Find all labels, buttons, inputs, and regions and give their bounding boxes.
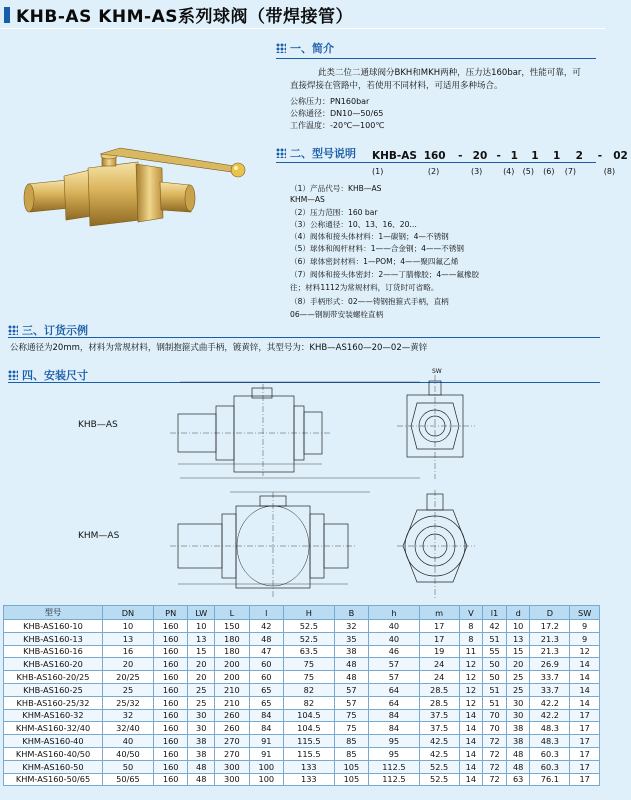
table-cell: KHM-AS160-32/40 xyxy=(4,722,103,735)
ball-valve-image xyxy=(20,140,260,250)
table-header: H xyxy=(284,606,335,620)
table-cell: 12 xyxy=(570,645,600,658)
table-cell: KHM-AS160-40/50 xyxy=(4,747,103,760)
table-cell: 48 xyxy=(188,760,215,773)
table-cell: 104.5 xyxy=(284,722,335,735)
table-cell: 72 xyxy=(483,735,507,748)
model-option: （1）产品代号：KHB—AS xyxy=(290,184,382,193)
table-cell: 270 xyxy=(215,735,249,748)
table-cell: 11 xyxy=(459,645,483,658)
spec-table xyxy=(3,605,600,786)
table-cell: 25 xyxy=(506,683,530,696)
table-cell: 37.5 xyxy=(419,709,459,722)
model-option: （7）阀体和接头体密封：2——丁腈橡胶；4——氟橡胶 xyxy=(290,270,480,279)
table-header: m xyxy=(419,606,459,620)
dots-icon xyxy=(8,325,18,335)
table-header: d xyxy=(506,606,530,620)
dots-icon xyxy=(276,148,286,158)
table-cell: 105 xyxy=(334,760,368,773)
table-cell: 63.5 xyxy=(284,645,335,658)
table-cell: 100 xyxy=(249,760,283,773)
table-cell: 14 xyxy=(459,760,483,773)
table-cell: 200 xyxy=(215,671,249,684)
section-dimensions-title: 四、安装尺寸 xyxy=(22,369,88,382)
table-cell: 8 xyxy=(459,620,483,633)
table-cell: 17 xyxy=(570,760,600,773)
table-cell: 20 xyxy=(188,658,215,671)
table-cell: 72 xyxy=(483,747,507,760)
table-cell: 48 xyxy=(188,773,215,786)
table-cell: 28.5 xyxy=(419,683,459,696)
table-cell: 95 xyxy=(369,747,420,760)
table-cell: 30 xyxy=(506,709,530,722)
table-cell: 57 xyxy=(369,671,420,684)
table-cell: 180 xyxy=(215,632,249,645)
table-cell: 75 xyxy=(334,709,368,722)
table-cell: 14 xyxy=(459,722,483,735)
table-header: PN xyxy=(153,606,187,620)
table-cell: 48 xyxy=(506,760,530,773)
model-index: (6) xyxy=(543,167,555,176)
table-cell: 32 xyxy=(334,620,368,633)
table-cell: 48 xyxy=(334,658,368,671)
section-intro-title: 一、简介 xyxy=(290,42,334,55)
table-row xyxy=(4,760,600,773)
table-cell: 20 xyxy=(103,658,154,671)
table-cell: 60.3 xyxy=(530,747,570,760)
table-cell: KHM-AS160-32 xyxy=(4,709,103,722)
table-cell: 72 xyxy=(483,760,507,773)
table-cell: 160 xyxy=(153,696,187,709)
table-cell: 60 xyxy=(249,658,283,671)
table-cell: 260 xyxy=(215,709,249,722)
table-cell: KHM-AS160-50 xyxy=(4,760,103,773)
section-underline xyxy=(276,162,596,163)
model-option: （6）球体密封材料：1—POM；4——聚四氟乙烯 xyxy=(290,257,459,266)
table-cell: 25 xyxy=(188,683,215,696)
table-header: SW xyxy=(570,606,600,620)
table-row xyxy=(4,671,600,684)
table-cell: 150 xyxy=(215,620,249,633)
table-cell: 10 xyxy=(506,620,530,633)
table-header: DN xyxy=(103,606,154,620)
model-part-product: KHB-AS xyxy=(372,150,417,162)
table-cell: 52.5 xyxy=(284,620,335,633)
section-order-heading xyxy=(8,322,88,338)
table-cell: 50 xyxy=(103,760,154,773)
table-cell: 38 xyxy=(188,735,215,748)
table-cell: 260 xyxy=(215,722,249,735)
table-cell: 15 xyxy=(188,645,215,658)
spec-temperature: 工作温度：-20℃—100℃ xyxy=(290,121,385,130)
table-row xyxy=(4,696,600,709)
model-part-body-seal: 2 xyxy=(575,150,583,162)
table-cell: 65 xyxy=(249,696,283,709)
table-cell: 14 xyxy=(570,683,600,696)
table-cell: 30 xyxy=(506,696,530,709)
table-cell: 37.5 xyxy=(419,722,459,735)
table-row xyxy=(4,620,600,633)
intro-line-1: 此类二位二通球阀分BKH和MKH两种，压力达160bar，性能可靠，可 xyxy=(318,68,581,78)
table-header-row xyxy=(4,606,600,620)
table-cell: 38 xyxy=(188,747,215,760)
table-cell: 70 xyxy=(483,709,507,722)
table-body xyxy=(4,620,600,786)
table-cell: 40 xyxy=(103,735,154,748)
table-cell: 13 xyxy=(506,632,530,645)
model-code xyxy=(372,150,631,162)
table-row xyxy=(4,773,600,786)
table-cell: KHB-AS160-20 xyxy=(4,658,103,671)
model-option: （8）手柄形式：02——铸钢抱箍式手柄，直柄 xyxy=(290,297,449,306)
table-cell: 16 xyxy=(103,645,154,658)
table-cell: 17 xyxy=(570,773,600,786)
table-cell: 85 xyxy=(334,747,368,760)
table-row xyxy=(4,747,600,760)
table-cell: 76.1 xyxy=(530,773,570,786)
model-part-body-material: 1 xyxy=(510,150,518,162)
table-cell: 48.3 xyxy=(530,722,570,735)
table-cell: 55 xyxy=(483,645,507,658)
table-header: LW xyxy=(188,606,215,620)
model-part-dash: - xyxy=(458,150,463,162)
table-cell: 25 xyxy=(506,671,530,684)
spec-pressure: 公称压力：PN160bar xyxy=(290,97,370,106)
table-cell: 42.5 xyxy=(419,747,459,760)
table-cell: 40/50 xyxy=(103,747,154,760)
model-part-diameter: 20 xyxy=(472,150,488,162)
table-cell: 57 xyxy=(369,658,420,671)
table-cell: 210 xyxy=(215,683,249,696)
table-cell: 160 xyxy=(153,658,187,671)
section-order-title: 三、订货示例 xyxy=(22,324,88,337)
table-cell: 26.9 xyxy=(530,658,570,671)
table-cell: 63 xyxy=(506,773,530,786)
table-cell: 14 xyxy=(459,773,483,786)
table-cell: 200 xyxy=(215,658,249,671)
table-cell: 65 xyxy=(249,683,283,696)
model-option: （5）球体和阀杆材料：1——合金钢；4——不锈钢 xyxy=(290,244,464,253)
table-cell: 17.2 xyxy=(530,620,570,633)
table-cell: 32/40 xyxy=(103,722,154,735)
table-cell: 160 xyxy=(153,722,187,735)
table-cell: 160 xyxy=(153,773,187,786)
table-cell: 91 xyxy=(249,735,283,748)
table-cell: 42.2 xyxy=(530,696,570,709)
table-cell: 30 xyxy=(188,722,215,735)
table-cell: 14 xyxy=(459,735,483,748)
table-header: V xyxy=(459,606,483,620)
table-cell: 104.5 xyxy=(284,709,335,722)
table-cell: 14 xyxy=(459,747,483,760)
model-option: 往；材料1112为常规材料，订货时可省略。 xyxy=(290,283,439,292)
table-cell: 160 xyxy=(153,709,187,722)
table-cell: 105 xyxy=(334,773,368,786)
table-cell: 20/25 xyxy=(103,671,154,684)
model-index: (7) xyxy=(564,167,577,176)
table-cell: 57 xyxy=(334,683,368,696)
table-cell: 300 xyxy=(215,760,249,773)
table-cell: 17 xyxy=(419,632,459,645)
table-header: 型号 xyxy=(4,606,103,620)
table-row xyxy=(4,658,600,671)
table-cell: 15 xyxy=(506,645,530,658)
table-cell: 42 xyxy=(249,620,283,633)
model-option: （3）公称通径：10、13、16、20… xyxy=(290,220,418,229)
table-cell: 42.2 xyxy=(530,709,570,722)
table-cell: 84 xyxy=(369,709,420,722)
table-cell: 160 xyxy=(153,683,187,696)
table-cell: 8 xyxy=(459,632,483,645)
table-cell: 75 xyxy=(334,722,368,735)
table-cell: 51 xyxy=(483,696,507,709)
table-cell: 30 xyxy=(188,709,215,722)
title-rule xyxy=(0,28,605,29)
table-cell: 75 xyxy=(284,671,335,684)
table-header: h xyxy=(369,606,420,620)
model-indices xyxy=(372,167,619,176)
table-cell: KHB-AS160-10 xyxy=(4,620,103,633)
table-cell: 133 xyxy=(284,773,335,786)
table-cell: 24 xyxy=(419,671,459,684)
model-part-handle: 02 xyxy=(613,150,628,162)
label-khb-as: KHB—AS xyxy=(78,420,118,430)
table-cell: 35 xyxy=(334,632,368,645)
table-cell: 160 xyxy=(153,747,187,760)
table-cell: 25 xyxy=(103,683,154,696)
table-row xyxy=(4,735,600,748)
table-cell: 12 xyxy=(459,683,483,696)
table-cell: 48 xyxy=(334,671,368,684)
table-cell: 112.5 xyxy=(369,760,420,773)
table-row xyxy=(4,632,600,645)
table-cell: 82 xyxy=(284,683,335,696)
table-cell: 95 xyxy=(369,735,420,748)
section-underline xyxy=(276,58,596,59)
table-cell: 48 xyxy=(249,632,283,645)
table-cell: 84 xyxy=(249,709,283,722)
table-cell: 210 xyxy=(215,696,249,709)
table-row xyxy=(4,645,600,658)
table-cell: 17 xyxy=(570,735,600,748)
table-cell: 17 xyxy=(570,722,600,735)
table-cell: 38 xyxy=(506,722,530,735)
model-option: 06——钢制带安装螺栓直柄 xyxy=(290,310,384,319)
table-cell: 12 xyxy=(459,658,483,671)
table-cell: 32 xyxy=(103,709,154,722)
table-cell: 57 xyxy=(334,696,368,709)
table-cell: 40 xyxy=(369,632,420,645)
table-cell: 25 xyxy=(188,696,215,709)
table-cell: 84 xyxy=(249,722,283,735)
table-cell: 42.5 xyxy=(419,735,459,748)
table-cell: 300 xyxy=(215,773,249,786)
table-cell: 160 xyxy=(153,645,187,658)
table-cell: 25/32 xyxy=(103,696,154,709)
table-header: L xyxy=(215,606,249,620)
page-title: KHB-AS KHM-AS系列球阀（带焊接管） xyxy=(16,7,354,27)
table-cell: 17 xyxy=(570,747,600,760)
table-cell: 60 xyxy=(249,671,283,684)
label-khm-as: KHM—AS xyxy=(78,531,120,541)
table-cell: 21.3 xyxy=(530,645,570,658)
table-row xyxy=(4,722,600,735)
table-cell: 12 xyxy=(459,696,483,709)
table-cell: 112.5 xyxy=(369,773,420,786)
table-cell: 50 xyxy=(483,658,507,671)
model-option: KHM—AS xyxy=(290,195,325,204)
model-option: （2）压力范围：160 bar xyxy=(290,208,378,217)
model-index: (8) xyxy=(603,167,616,176)
table-cell: 24 xyxy=(419,658,459,671)
table-cell: KHB-AS160-25/32 xyxy=(4,696,103,709)
table-cell: 160 xyxy=(153,760,187,773)
table-cell: 33.7 xyxy=(530,671,570,684)
table-cell: 60.3 xyxy=(530,760,570,773)
table-cell: 46 xyxy=(369,645,420,658)
table-cell: 38 xyxy=(334,645,368,658)
table-cell: 50/65 xyxy=(103,773,154,786)
section-underline xyxy=(8,337,600,338)
section-model-heading xyxy=(276,145,356,161)
table-header: l1 xyxy=(483,606,507,620)
table-cell: KHB-AS160-13 xyxy=(4,632,103,645)
table-cell: 20 xyxy=(188,671,215,684)
table-cell: 180 xyxy=(215,645,249,658)
table-cell: 10 xyxy=(188,620,215,633)
table-row xyxy=(4,709,600,722)
table-cell: 160 xyxy=(153,620,187,633)
model-option: （4）阀体和接头体材料：1—碳钢；4—不锈钢 xyxy=(290,232,449,241)
table-cell: KHB-AS160-25 xyxy=(4,683,103,696)
section-intro-heading xyxy=(276,40,334,56)
table-cell: 91 xyxy=(249,747,283,760)
table-cell: 115.5 xyxy=(284,735,335,748)
table-cell: 10 xyxy=(103,620,154,633)
table-cell: 28.5 xyxy=(419,696,459,709)
table-cell: 21.3 xyxy=(530,632,570,645)
table-cell: 64 xyxy=(369,696,420,709)
model-part-pressure: 160 xyxy=(423,150,446,162)
intro-line-2: 直接焊接在管路中，若使用不同材料，可适用多种场合。 xyxy=(290,81,503,91)
table-cell: 100 xyxy=(249,773,283,786)
spec-diameter: 公称通径：DN10—50/65 xyxy=(290,109,384,118)
table-cell: 33.7 xyxy=(530,683,570,696)
table-cell: 48 xyxy=(506,747,530,760)
table-cell: 50 xyxy=(483,671,507,684)
table-cell: 72 xyxy=(483,773,507,786)
khm-end-view xyxy=(395,490,480,600)
table-cell: KHM-AS160-50/65 xyxy=(4,773,103,786)
section-dimensions-heading xyxy=(8,367,88,383)
model-index: (5) xyxy=(522,167,534,176)
label-sw: SW xyxy=(432,368,442,375)
dots-icon xyxy=(8,370,18,380)
table-header: D xyxy=(530,606,570,620)
table-cell: 115.5 xyxy=(284,747,335,760)
model-part-dash: - xyxy=(496,150,501,162)
table-header: B xyxy=(334,606,368,620)
model-index: (1) xyxy=(372,167,384,176)
table-cell: KHM-AS160-40 xyxy=(4,735,103,748)
table-cell: 20 xyxy=(506,658,530,671)
table-cell: 160 xyxy=(153,671,187,684)
table-cell: KHB-AS160-16 xyxy=(4,645,103,658)
table-cell: 270 xyxy=(215,747,249,760)
table-cell: 14 xyxy=(570,696,600,709)
table-cell: 9 xyxy=(570,620,600,633)
table-cell: 47 xyxy=(249,645,283,658)
khb-end-view xyxy=(395,373,480,483)
table-cell: 52.5 xyxy=(419,760,459,773)
table-cell: 38 xyxy=(506,735,530,748)
table-cell: 75 xyxy=(284,658,335,671)
model-part-seal-material: 1 xyxy=(552,150,561,162)
table-cell: 12 xyxy=(459,671,483,684)
dots-icon xyxy=(276,43,286,53)
table-row xyxy=(4,683,600,696)
table-cell: 14 xyxy=(570,658,600,671)
table-cell: 14 xyxy=(459,709,483,722)
table-cell: 13 xyxy=(103,632,154,645)
model-index: (3) xyxy=(470,167,483,176)
model-index: (4) xyxy=(503,167,515,176)
table-cell: 52.5 xyxy=(284,632,335,645)
table-cell: 133 xyxy=(284,760,335,773)
table-cell: 17 xyxy=(570,709,600,722)
table-cell: 40 xyxy=(369,620,420,633)
model-index: (2) xyxy=(427,167,440,176)
model-part-dash: - xyxy=(597,150,603,162)
khm-side-drawing xyxy=(170,488,400,603)
table-cell: 64 xyxy=(369,683,420,696)
title-accent-bar xyxy=(4,7,10,23)
table-header: l xyxy=(249,606,283,620)
table-cell: 14 xyxy=(570,671,600,684)
model-part-ball-material: 1 xyxy=(531,150,539,162)
order-example-text: 公称通径为20mm，材料为常规材料，钢制抱箍式曲手柄，镀黄锌，其型号为：KHB—AS160—20—02—黄锌 xyxy=(10,343,428,353)
section-model-title: 二、型号说明 xyxy=(290,147,356,160)
table-cell: 42 xyxy=(483,620,507,633)
table-cell: 84 xyxy=(369,722,420,735)
table-cell: 19 xyxy=(419,645,459,658)
table-cell: 51 xyxy=(483,683,507,696)
table-cell: 52.5 xyxy=(419,773,459,786)
table-cell: 85 xyxy=(334,735,368,748)
table-cell: 160 xyxy=(153,632,187,645)
table-cell: 70 xyxy=(483,722,507,735)
table-cell: KHB-AS160-20/25 xyxy=(4,671,103,684)
table-cell: 160 xyxy=(153,735,187,748)
table-cell: 9 xyxy=(570,632,600,645)
table-cell: 51 xyxy=(483,632,507,645)
title-bar xyxy=(0,0,605,30)
table-cell: 82 xyxy=(284,696,335,709)
table-cell: 48.3 xyxy=(530,735,570,748)
table-cell: 13 xyxy=(188,632,215,645)
table-cell: 17 xyxy=(419,620,459,633)
